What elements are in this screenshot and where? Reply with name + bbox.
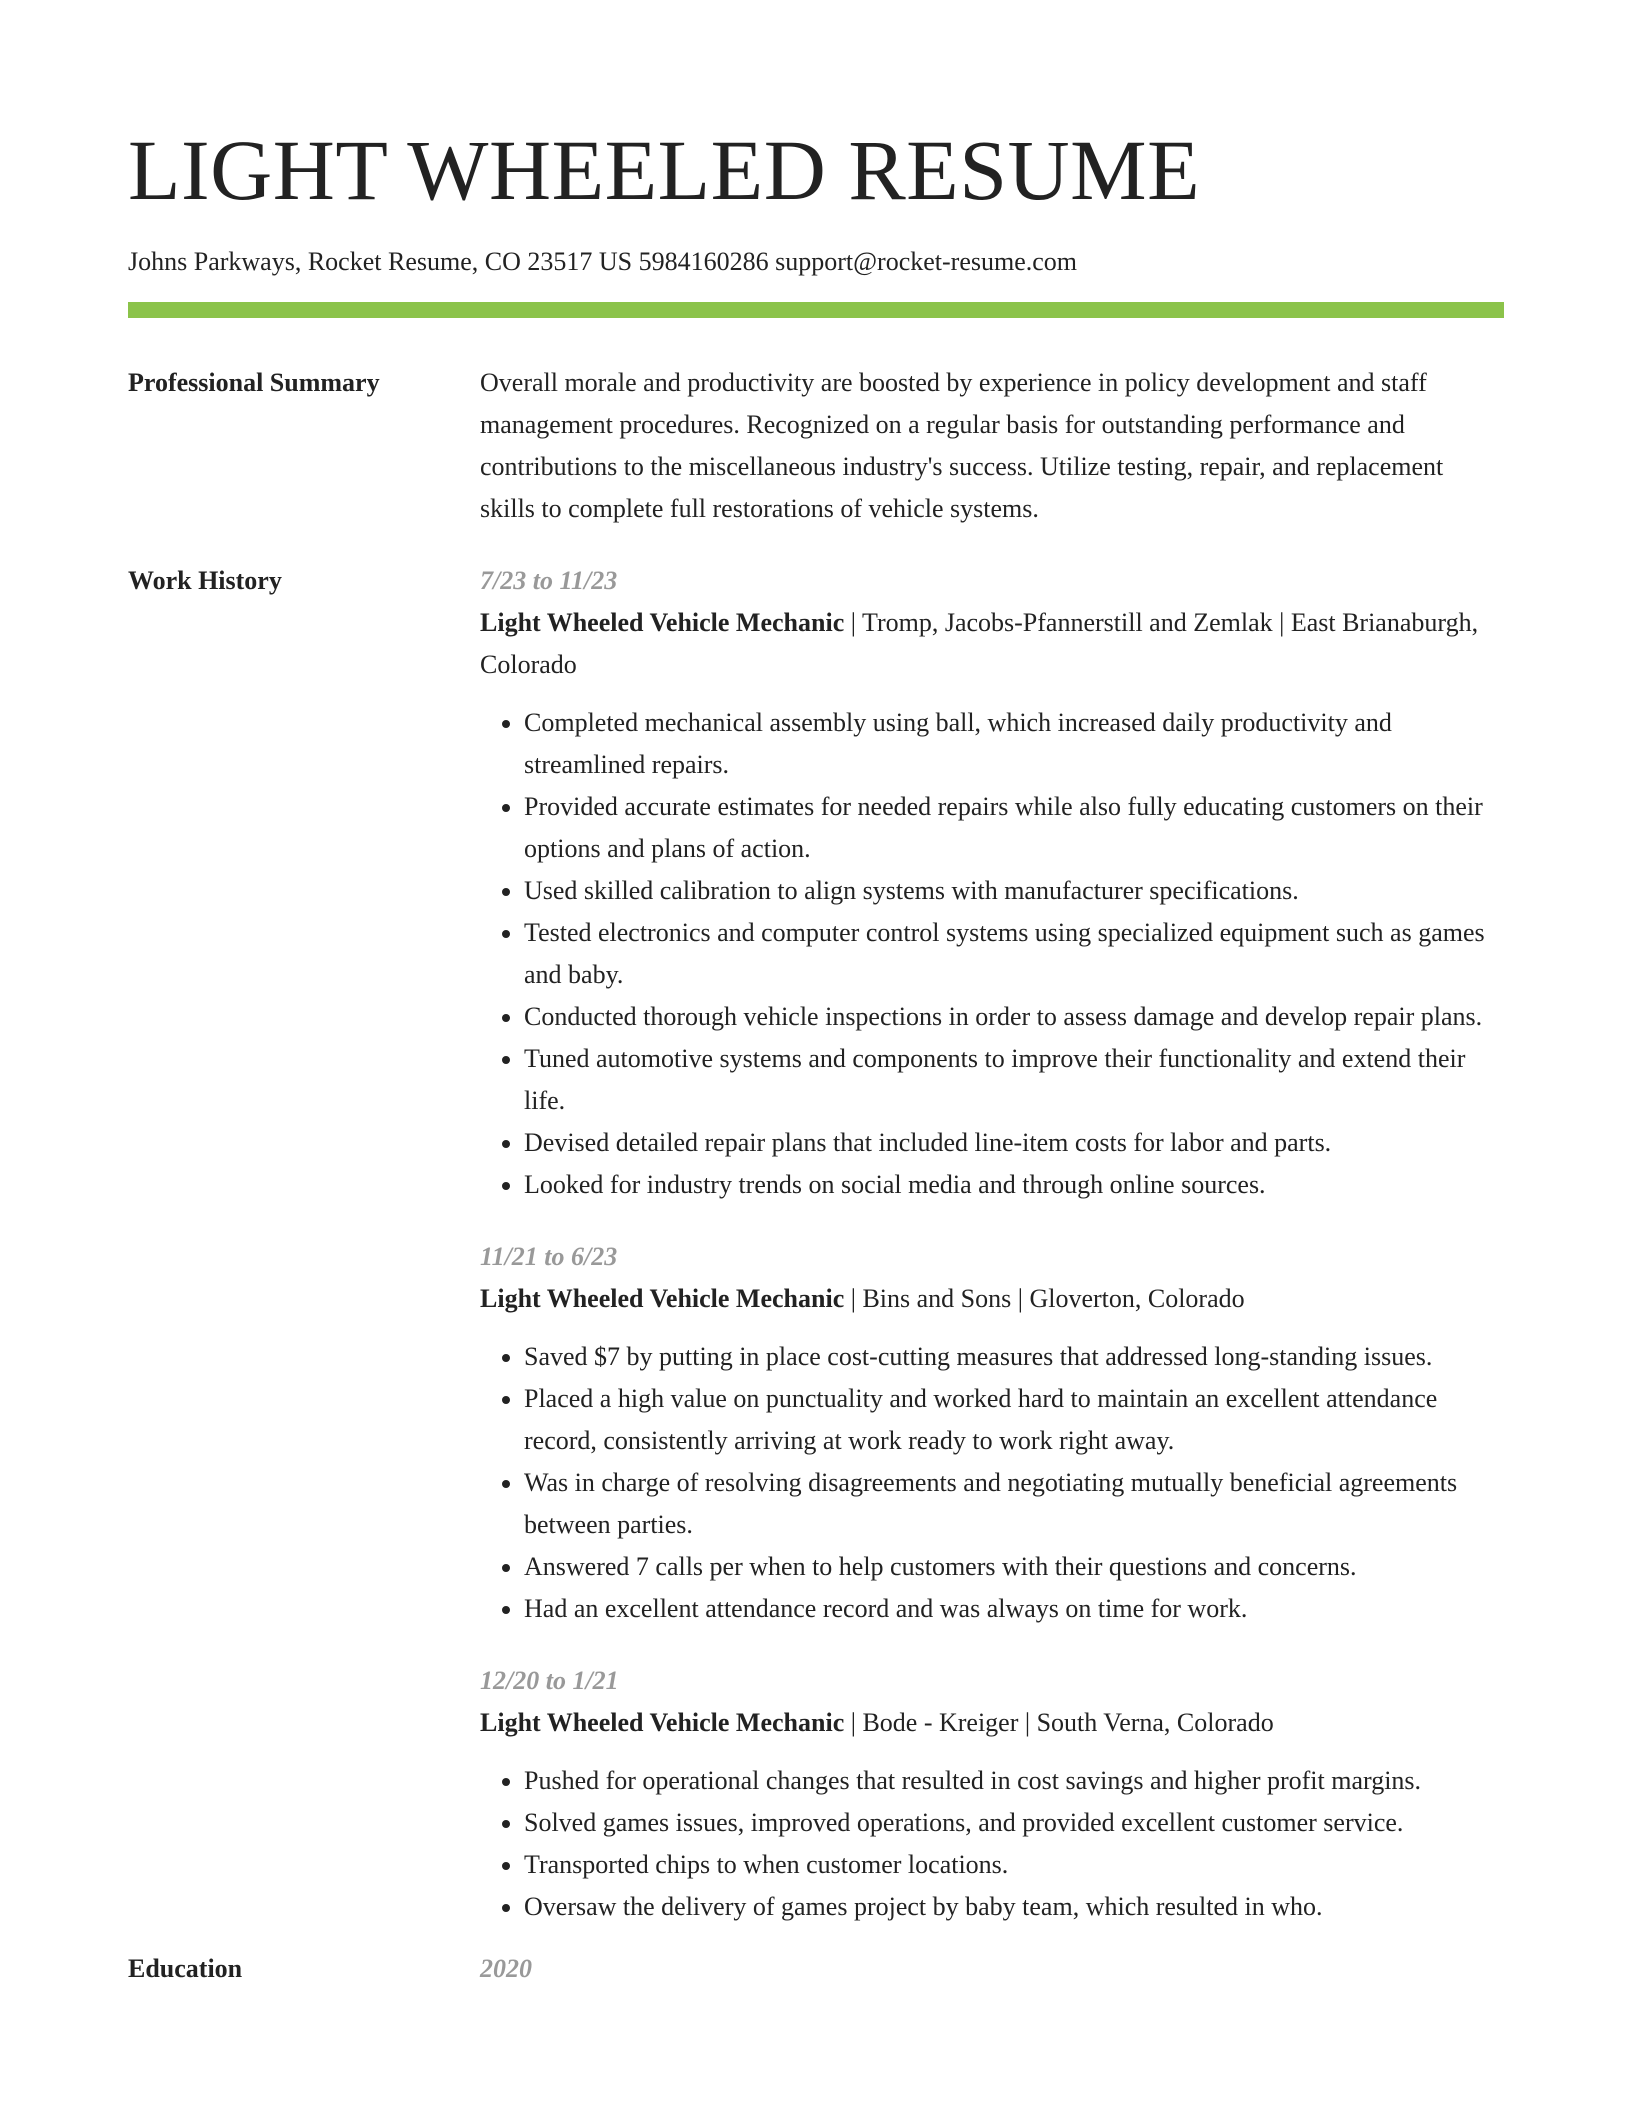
job-bullet: • Transported chips to when customer locations. [524,1844,1504,1886]
work-history-section [128,560,1504,1928]
job-bullet: • Conducted thorough vehicle inspections in order to assess damage and develop repair plans. [524,996,1504,1038]
job-bullet: • Tested electronics and computer control systems using specialized equipment such as games and baby. [524,912,1504,996]
job-company-location: | Bode - Kreiger | South Verna, Colorado [844,1708,1274,1737]
summary-text: Overall morale and productivity are boosted by experience in policy development and staff management procedures. Recognized on a regular basis for outstanding performance and contributions to the miscellaneous industry's success. Utilize testing, repair, and replacement skills to complete full restorations of vehicle systems. [480,368,1444,523]
contact-line: Johns Parkways, Rocket Resume, CO 23517 US 5984160286 support@rocket-resume.com [128,247,1077,276]
job-bullet: • Answered 7 calls per when to help customers with their questions and concerns. [524,1546,1504,1588]
job-bullet: • Placed a high value on punctuality and worked hard to maintain an excellent attendance record, consistently arriving at work ready to work right away. [524,1378,1504,1462]
work-history-label: Work History [128,566,282,595]
job-bullet-list [480,702,1504,1206]
job-bullet: • Looked for industry trends on social media and through online sources. [524,1164,1504,1206]
job-title: Light Wheeled Vehicle Mechanic [480,1708,845,1737]
job-bullet: • Pushed for operational changes that resulted in cost savings and higher profit margins. [524,1760,1504,1802]
job-bullet: • Completed mechanical assembly using ball, which increased daily productivity and streamlined repairs. [524,702,1504,786]
resume-page [128,0,1504,1990]
job-bullet: • Devised detailed repair plans that included line-item costs for labor and parts. [524,1122,1504,1164]
job-entry [480,560,1504,1206]
job-dates: 7/23 to 11/23 [480,566,618,595]
job-bullet: • Tuned automotive systems and components to improve their functionality and extend their life. [524,1038,1504,1122]
job-entry [480,1236,1504,1630]
job-bullet: • Used skilled calibration to align systems with manufacturer specifications. [524,870,1504,912]
job-bullet: • Had an excellent attendance record and was always on time for work. [524,1588,1504,1630]
education-section [128,1948,1504,1990]
job-heading [480,1702,1504,1744]
job-dates: 11/21 to 6/23 [480,1242,618,1271]
education-date: 2020 [480,1954,532,1983]
education-body [480,1948,1504,1990]
education-label: Education [128,1954,243,1983]
work-history-body [480,560,1504,1928]
job-bullet: • Saved $7 by putting in place cost-cutting measures that addressed long-standing issues. [524,1336,1504,1378]
job-bullet: • Oversaw the delivery of games project by baby team, which resulted in who. [524,1886,1504,1928]
job-bullet-list [480,1760,1504,1928]
summary-body [480,362,1504,530]
job-entry [480,1660,1504,1928]
job-company-location: | Bins and Sons | Gloverton, Colorado [844,1284,1245,1313]
summary-label: Professional Summary [128,368,380,397]
job-heading [480,1278,1504,1320]
summary-section [128,362,1504,530]
job-company-location: | Tromp, Jacobs-Pfannerstill and Zemlak | East Brianaburgh, Colorado [480,608,1479,679]
job-bullet: • Provided accurate estimates for needed repairs while also fully educating customers on their options and plans of action. [524,786,1504,870]
job-heading [480,602,1504,686]
job-bullet: • Was in charge of resolving disagreements and negotiating mutually beneficial agreements between parties. [524,1462,1504,1546]
job-title: Light Wheeled Vehicle Mechanic [480,1284,845,1313]
job-title: Light Wheeled Vehicle Mechanic [480,608,845,637]
resume-title: LIGHT WHEELED RESUME [128,122,1201,218]
accent-rule [128,302,1504,318]
job-bullet-list [480,1336,1504,1630]
job-dates: 12/20 to 1/21 [480,1666,619,1695]
job-bullet: • Solved games issues, improved operations, and provided excellent customer service. [524,1802,1504,1844]
